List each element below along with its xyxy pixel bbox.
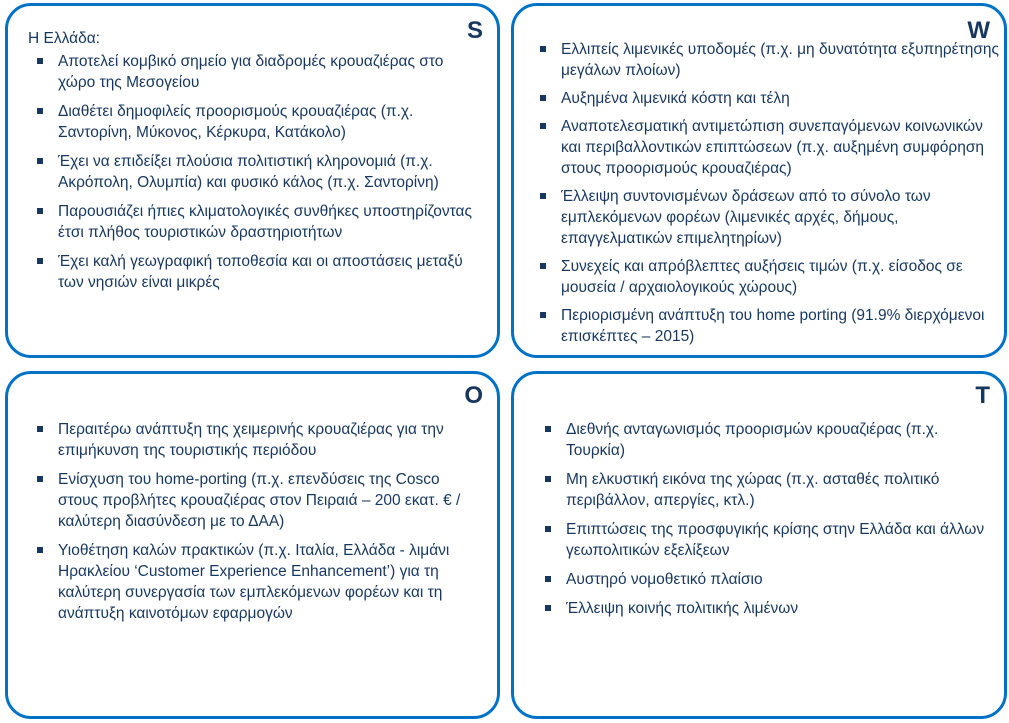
list-item-text: Επιπτώσεις της προσφυγικής κρίσης στην Ελλάδα και άλλων γεωπολιτικών εξελίξεων	[566, 521, 985, 559]
square-bullet-icon	[545, 605, 551, 611]
strengths-letter: S	[466, 17, 483, 44]
list-item	[531, 39, 1001, 81]
square-bullet-icon	[37, 158, 43, 164]
strengths-content	[28, 28, 478, 301]
list-item	[531, 88, 1001, 109]
list-item	[536, 519, 996, 561]
list-item	[531, 116, 1001, 179]
threats-content	[536, 419, 996, 627]
list-item-text: Μη ελκυστική εικόνα της χώρας (π.χ. ασταθές πολιτικό περιβάλλον, απεργίες, κτλ.)	[566, 471, 940, 509]
list-item-text: Έχει να επιδείξει πλούσια πολιτιστική κληρονομιά (π.χ. Ακρόπολη, Ολυμπία) και φυσικό κάλος (π.χ. Σαντορίνη)	[58, 153, 439, 191]
list-item-text: Ενίσχυση του home-porting (π.χ. επενδύσεις της Cosco στους προβλήτες κρουαζιέρας στον Πειραιά – 200 εκατ. € / καλύτερη διασύνδεση με το ΔΑΑ)	[58, 471, 461, 530]
list-item	[536, 469, 996, 511]
threats-letter: T	[975, 382, 990, 409]
list-item-text: Αυστηρό νομοθετικό πλαίσιο	[566, 571, 763, 588]
list-item	[536, 598, 996, 619]
square-bullet-icon	[540, 123, 546, 129]
list-item-text: Έχει καλή γεωγραφική τοποθεσία και οι αποστάσεις μεταξύ των νησιών είναι μικρές	[58, 253, 463, 291]
list-item	[28, 51, 478, 93]
weaknesses-letter: W	[967, 17, 990, 44]
list-item-text: Περαιτέρω ανάπτυξη της χειμερινής κρουαζιέρας για την επιμήκυνση της τουριστικής περιόδου	[58, 421, 444, 459]
square-bullet-icon	[540, 46, 546, 52]
list-item	[28, 540, 478, 624]
square-bullet-icon	[37, 426, 43, 432]
weaknesses-quadrant	[511, 3, 1007, 358]
list-item	[28, 201, 478, 243]
square-bullet-icon	[37, 547, 43, 553]
list-item	[536, 419, 996, 461]
weaknesses-list	[531, 39, 1001, 347]
opportunities-quadrant	[5, 371, 500, 719]
list-item	[28, 251, 478, 293]
list-item-text: Αποτελεί κομβικό σημείο για διαδρομές κρουαζιέρας στο χώρο της Μεσογείου	[58, 53, 444, 91]
square-bullet-icon	[540, 95, 546, 101]
list-item	[531, 186, 1001, 249]
list-item	[536, 569, 996, 590]
list-item-text: Έλλειψη κοινής πολιτικής λιμένων	[566, 600, 799, 617]
square-bullet-icon	[37, 476, 43, 482]
square-bullet-icon	[37, 258, 43, 264]
list-item-text: Παρουσιάζει ήπιες κλιματολογικές συνθήκες υποστηρίζοντας έτσι πλήθος τουριστικών δραστηριοτήτων	[58, 203, 472, 241]
list-item	[28, 469, 478, 532]
list-item-text: Αυξημένα λιμενικά κόστη και τέλη	[561, 90, 790, 107]
list-item-text: Διαθέτει δημοφιλείς προορισμούς κρουαζιέρας (π.χ. Σαντορίνη, Μύκονος, Κέρκυρα, Κατάκολο)	[58, 103, 414, 141]
square-bullet-icon	[37, 108, 43, 114]
opportunities-content	[28, 419, 478, 632]
list-item	[531, 256, 1001, 298]
square-bullet-icon	[540, 312, 546, 318]
square-bullet-icon	[37, 58, 43, 64]
strengths-intro: Η Ελλάδα:	[28, 30, 100, 47]
list-item	[28, 101, 478, 143]
list-item-text: Αναποτελεσματική αντιμετώπιση συνεπαγόμενων κοινωνικών και περιβαλλοντικών επιπτώσεων (π.χ. αυξημένη συμφόρηση στους προορισμούς κρουαζιέρας)	[561, 118, 985, 177]
list-item-text: Συνεχείς και απρόβλεπτες αυξήσεις τιμών (π.χ. είσοδος σε μουσεία / αρχαιολογικούς χώρους)	[561, 258, 963, 296]
threats-quadrant	[511, 371, 1007, 719]
list-item-text: Έλλειψη συντονισμένων δράσεων από το σύνολο των εμπλεκόμενων φορέων (λιμενικές αρχές, δήμους, επαγγελματικών επιμελητηρίων)	[561, 188, 931, 247]
strengths-list	[28, 51, 478, 293]
strengths-quadrant	[5, 3, 500, 358]
square-bullet-icon	[37, 208, 43, 214]
threats-list	[536, 419, 996, 619]
list-item-text: Υιοθέτηση καλών πρακτικών (π.χ. Ιταλία, Ελλάδα - λιμάνι Ηρακλείου ‘Customer Experience Enhancement’) για τη καλύτερη συνεργασία των εμπλεκόμενων φορέων και τη ανάπτυξη καινοτόμων εφαρμογών	[58, 542, 450, 622]
square-bullet-icon	[545, 526, 551, 532]
opportunities-letter: O	[464, 382, 483, 409]
list-item-text: Διεθνής ανταγωνισμός προορισμών κρουαζιέρας (π.χ. Τουρκία)	[566, 421, 939, 459]
square-bullet-icon	[540, 263, 546, 269]
square-bullet-icon	[545, 476, 551, 482]
list-item	[28, 151, 478, 193]
list-item	[28, 419, 478, 461]
list-item-text: Περιορισμένη ανάπτυξη του home porting (91.9% διερχόμενοι επισκέπτες – 2015)	[561, 307, 985, 345]
weaknesses-content	[531, 39, 1001, 354]
square-bullet-icon	[540, 193, 546, 199]
square-bullet-icon	[545, 426, 551, 432]
square-bullet-icon	[545, 576, 551, 582]
opportunities-list	[28, 419, 478, 624]
list-item	[531, 305, 1001, 347]
list-item-text: Ελλιπείς λιμενικές υποδομές (π.χ. μη δυνατότητα εξυπηρέτησης μεγάλων πλοίων)	[561, 41, 999, 79]
